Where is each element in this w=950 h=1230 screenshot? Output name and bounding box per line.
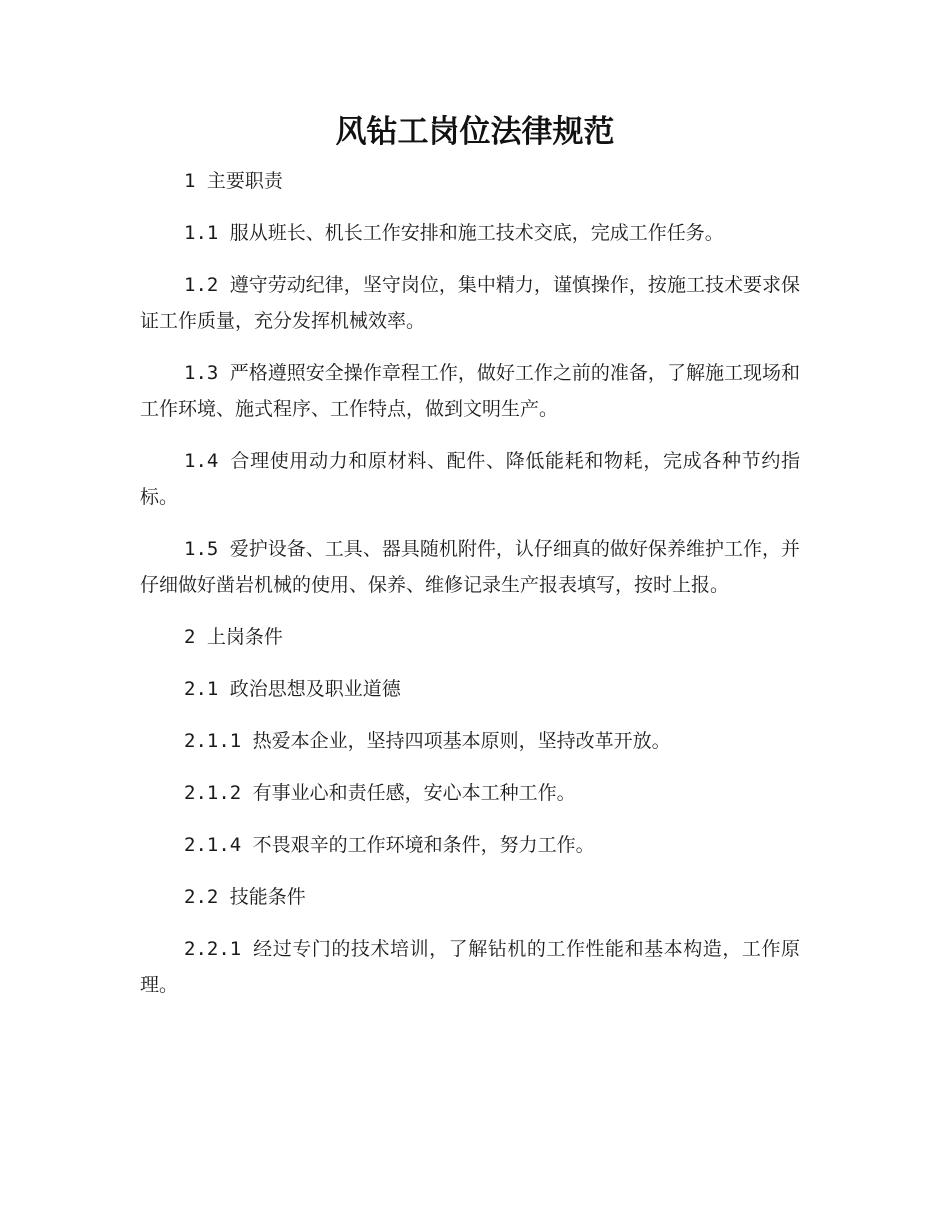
paragraph-1-4: 1.4 合理使用动力和原材料、配件、降低能耗和物耗，完成各种节约指标。 — [140, 450, 800, 508]
paragraph-2-1-1: 2.1.1 热爱本企业，坚持四项基本原则，坚持改革开放。 — [184, 730, 671, 752]
paragraph-1-5: 1.5 爱护设备、工具、器具随机附件，认仔细真的做好保养维护工作，并仔细做好凿岩机械的使用、保养、维修记录生产报表填写，按时上报。 — [140, 538, 800, 596]
paragraph-1-3: 1.3 严格遵照安全操作章程工作，做好工作之前的准备，了解施工现场和工作环境、施式程序、工作特点，做到文明生产。 — [140, 362, 800, 420]
section-heading-2: 2 上岗条件 — [184, 626, 283, 648]
paragraph-2-1-4: 2.1.4 不畏艰辛的工作环境和条件，努力工作。 — [184, 834, 595, 856]
paragraph-1-1: 1.1 服从班长、机长工作安排和施工技术交底，完成工作任务。 — [184, 222, 724, 244]
paragraph-2-2-1: 2.2.1 经过专门的技术培训，了解钻机的工作性能和基本构造，工作原理。 — [140, 938, 800, 996]
section-heading-1: 1 主要职责 — [184, 170, 283, 192]
paragraph-1-2: 1.2 遵守劳动纪律，坚守岗位，集中精力，谨慎操作，按施工技术要求保证工作质量，充分发挥机械效率。 — [140, 274, 800, 332]
document-title: 风钻工岗位法律规范 — [335, 114, 615, 150]
subsection-heading-2-2: 2.2 技能条件 — [184, 886, 306, 908]
document-body — [140, 163, 800, 1019]
paragraph-2-1-2: 2.1.2 有事业心和责任感，安心本工种工作。 — [184, 782, 576, 804]
subsection-heading-2-1: 2.1 政治思想及职业道德 — [184, 678, 401, 700]
